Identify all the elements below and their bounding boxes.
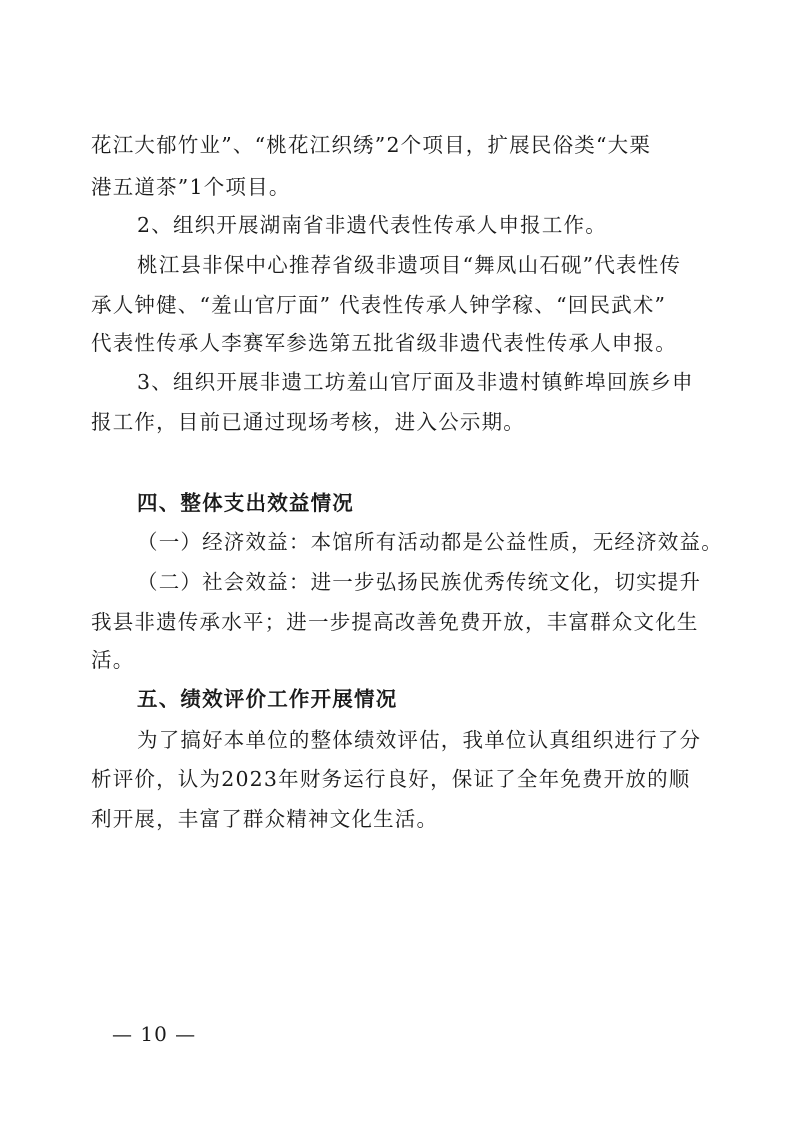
- paragraph-line: 花江大郁竹业”、“桃花江织绣”2个项目，扩展民俗类“大栗: [91, 133, 652, 157]
- paragraph-line: 代表性传承人李赛军参选第五批省级非遗代表性传承人申报。: [91, 331, 677, 355]
- paragraph-line: 港五道茶”1个项目。: [91, 175, 291, 199]
- paragraph-line: 我县非遗传承水平；进一步提高改善免费开放，丰富群众文化生: [91, 610, 699, 634]
- paragraph-line: 析评价，认为2023年财务运行良好，保证了全年免费开放的顺: [91, 767, 691, 791]
- paragraph-line: 报工作，目前已通过现场考核，进入公示期。: [91, 410, 525, 434]
- section-heading-5: 五、绩效评价工作开展情况: [137, 687, 398, 711]
- page-number: — 10 —: [112, 1022, 197, 1046]
- paragraph-line: 活。: [91, 648, 135, 672]
- paragraph-line: 桃江县非保中心推荐省级非遗项目“舞凤山石砚”代表性传: [137, 253, 682, 277]
- paragraph-line: 3、组织开展非遗工坊羞山官厅面及非遗村镇鲊埠回族乡申: [137, 370, 694, 394]
- paragraph-line: （一）经济效益：本馆所有活动都是公益性质，无经济效益。: [137, 530, 723, 554]
- paragraph-line: 2、组织开展湖南省非遗代表性传承人申报工作。: [137, 213, 607, 237]
- paragraph-line: 承人钟健、“羞山官厅面” 代表性传承人钟学稼、“回民武术”: [91, 293, 667, 317]
- paragraph-line: （二）社会效益：进一步弘扬民族优秀传统文化，切实提升: [137, 570, 702, 594]
- paragraph-line: 利开展，丰富了群众精神文化生活。: [91, 807, 439, 831]
- section-heading-4: 四、整体支出效益情况: [137, 491, 354, 515]
- paragraph-line: 为了搞好本单位的整体绩效评估，我单位认真组织进行了分: [137, 728, 702, 752]
